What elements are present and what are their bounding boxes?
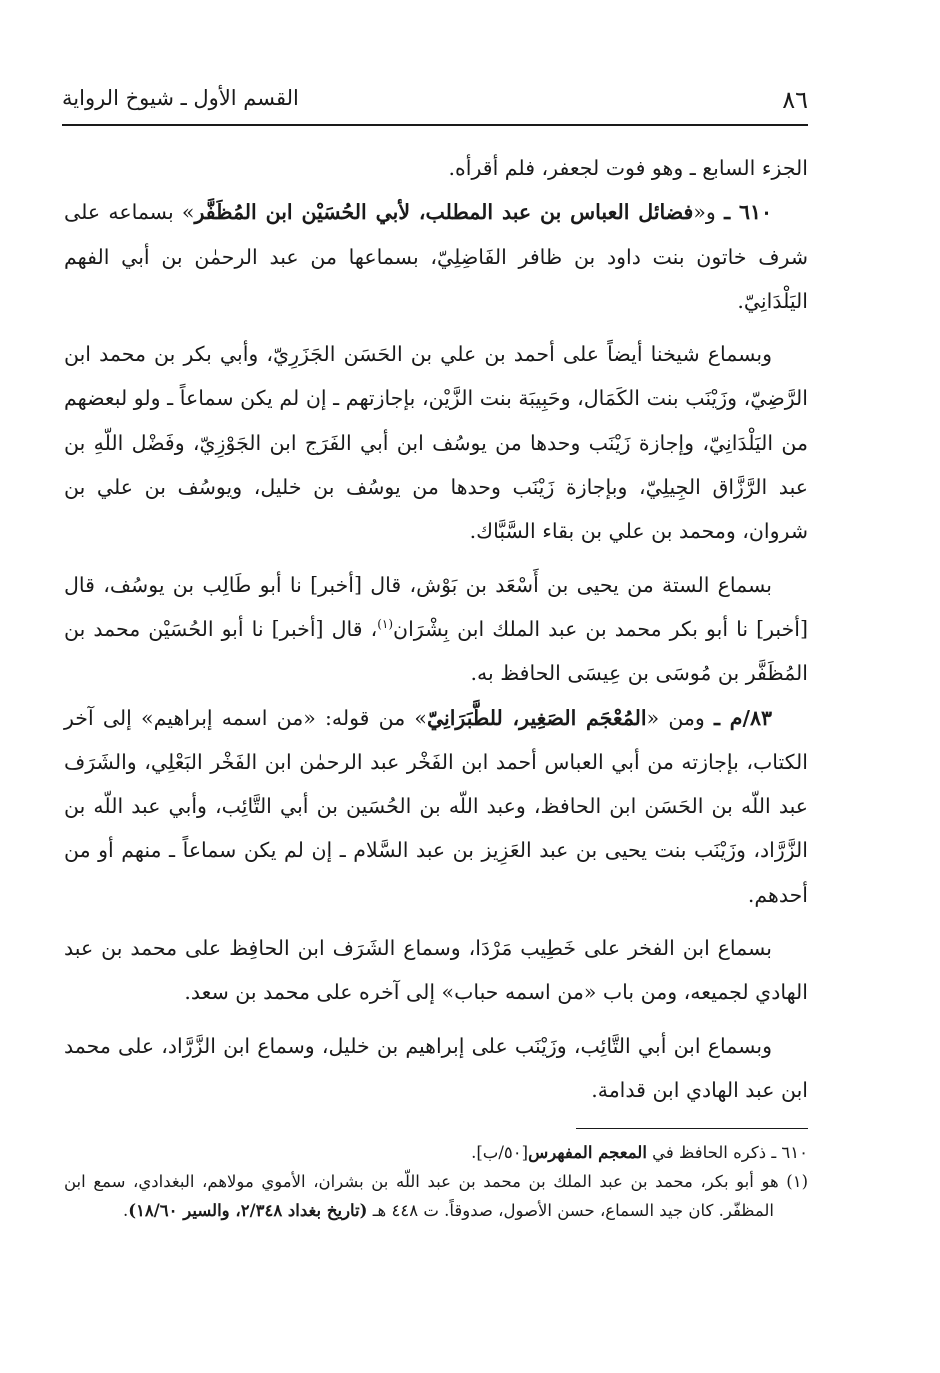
paragraph-chain-4: وبسماع ابن أبي التَّائِب، وزَيْنَب على إبراهيم بن خليل، وسماع ابن الزَّرَّاد، على محمد ابن عبد الهادي ابن قدامة. bbox=[64, 1033, 808, 1102]
main-text bbox=[64, 146, 808, 1112]
footnote-610: ٦١٠ ـ ذكره الحافظ في المعجم المفهرس[٥٠/ب]. bbox=[471, 1143, 808, 1162]
book-title: فضائل العباس بن عبد المطلب، لأبي الحُسَيْن ابن المُظَفَّر bbox=[194, 200, 694, 225]
entry-number: ٨٣/م ـ bbox=[714, 705, 772, 730]
footnote-1: (١) هو أبو بكر، محمد بن عبد الملك بن محمد بن عبد اللّه بن بشران، الأموي مولاهم، البغدادي، سمع ابن المظفّر. كان جيد السماع، حسن الأصول، صدوقاً. ت ٤٤٨ هـ (تاريخ بغداد ٢/٣٤٨، والسير ١٨/٦٠). bbox=[64, 1172, 808, 1220]
paragraph-chain-1: وبسماع شيخنا أيضاً على أحمد بن علي بن الحَسَن الجَزَرِيّ، وأبي بكر بن محمد ابن الرَّضِيّ، وزَيْنَب بنت الكَمَال، وحَبِيبَة بنت الزَّيْن، بإجازتهم ـ إن لم يكن سماعاً ـ ولو لبعضهم من اليَلْدَانِيّ، وإجازة زَيْنَب وحدها من يوسُف ابن أبي الفَرَج ابن الجَوْزِيّ، وفَضْل اللّهِ بن عبد الرَّزَّاق الجِيلِيّ، وبإجازة زَيْنَب وحدها من يوسُف بن خليل، ويوسُف بن علي بن شروان، ومحمد بن علي بن بقاء السَّبَّاك. bbox=[64, 342, 808, 544]
entry-number: ٦١٠ ـ bbox=[724, 200, 772, 225]
footnote-ref[interactable]: (١) bbox=[377, 617, 394, 632]
entry-610: ٦١٠ ـ و«فضائل العباس بن عبد المطلب، لأبي الحُسَيْن ابن المُظَفَّر» بسماعه على شرف خاتون بنت داود بن ظافر الفَاضِلِيّ، بسماعها من عبد الرحمٰن بن أبي الفهم اليَلْدَانِيّ. bbox=[64, 200, 808, 313]
book-title: المُعْجَم الصَغِير، للطَّبَرَانِيّ bbox=[426, 705, 647, 730]
paragraph-chain-2: بسماع الستة من يحيى بن أَسْعَد بن بَوْش، قال [أخبر] نا أبو طَالِب بن يوسُف، قال [أخبر] نا أبو بكر محمد بن عبد الملك ابن بِشْرَان$^{(١)}$، قال [أخبر] نا أبو الحُسَيْن محمد بن المُظَفَّر بن مُوسَى بن عِيسَى الحافظ به. bbox=[64, 572, 808, 686]
page-number: ٨٦ bbox=[782, 86, 808, 114]
paragraph-chain-3: بسماع ابن الفخر على خَطِيب مَرْدَا، وسماع الشَرَف ابن الحافِظ على محمد بن عبد الهادي لجميعه، ومن باب «من اسمه حباب» إلى آخره على محمد بن سعد. bbox=[64, 936, 808, 1005]
footnote-rule bbox=[576, 1128, 808, 1129]
page-header bbox=[62, 80, 808, 120]
running-title: القسم الأول ـ شيوخ الرواية bbox=[62, 86, 299, 110]
entry-83m: ٨٣/م ـ ومن «المُعْجَم الصَغِير، للطَّبَرَانِيّ» من قوله: «من اسمه إبراهيم» إلى آخر الكتاب، بإجازته من أبي العباس أحمد ابن الفَخْر عبد الرحمٰن ابن الفَخْر البَعْلِي، والشَرَف عبد اللّه بن الحَسَن ابن الحافظ، وعبد اللّه بن الحُسَين بن أبي التَّائِب، وأبي عبد اللّه بن الزَّرَّاد، وزَيْنَب بنت يحيى بن عبد العَزِيز بن عبد السَّلام ـ إن لم يكن سماعاً ـ منهم أو من أحدهم. bbox=[64, 705, 808, 907]
paragraph-continuation: الجزء السابع ـ وهو فوت لجعفر، فلم أقرأه. bbox=[448, 156, 808, 180]
header-rule bbox=[62, 124, 808, 126]
footnotes bbox=[64, 1138, 808, 1225]
